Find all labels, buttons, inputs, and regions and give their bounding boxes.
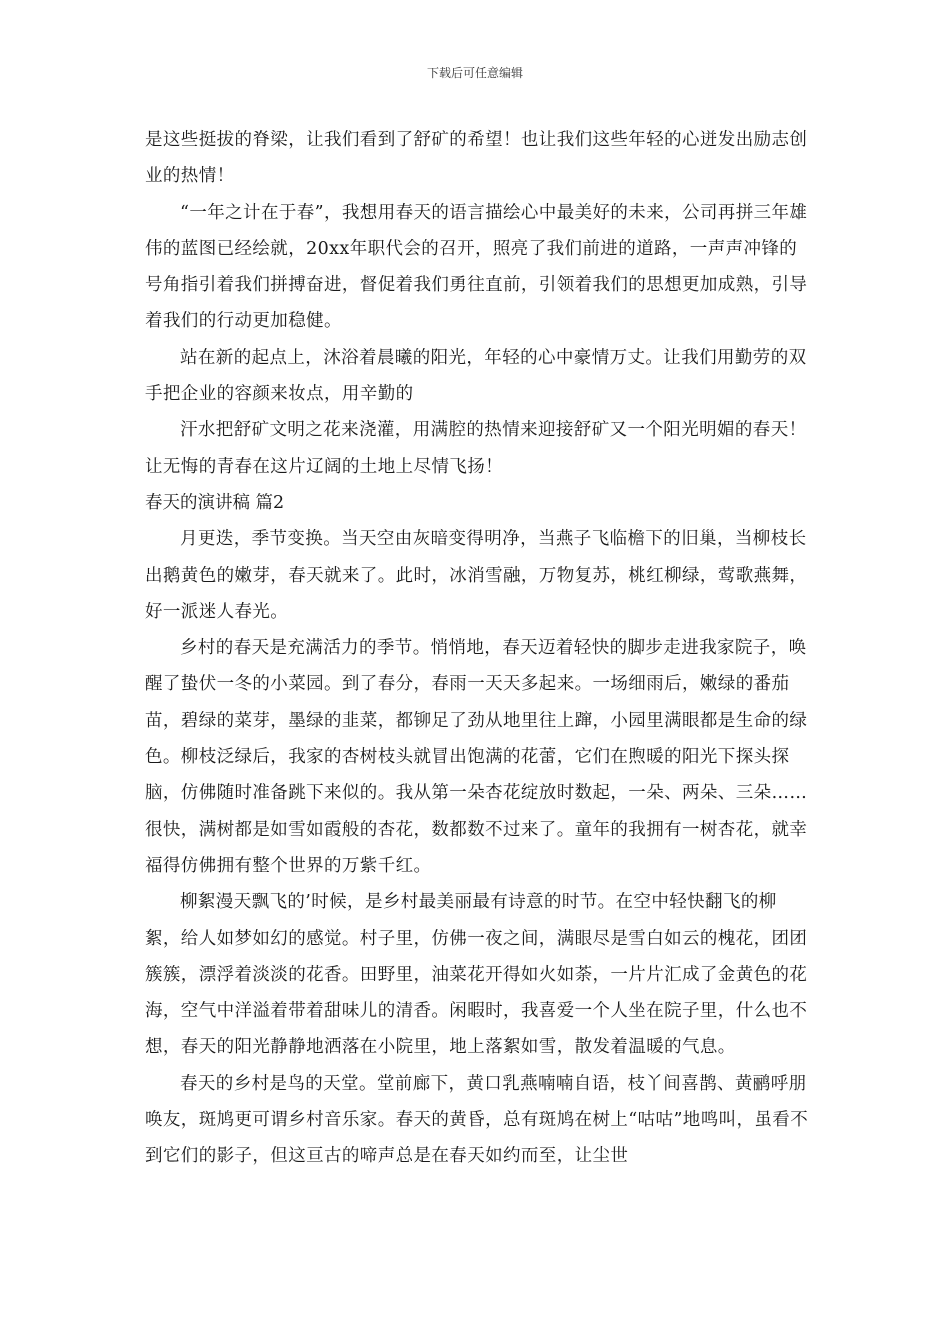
paragraph: 站在新的起点上，沐浴着晨曦的阳光，年轻的心中豪情万丈。让我们用勤劳的双手把企业的容颜来妆点，用辛勤的 [145, 347, 807, 405]
paragraph: 月更迭，季节变换。当天空由灰暗变得明净，当燕子飞临檐下的旧巢，当柳枝长出鹅黄色的嫩芽，春天就来了。此时，冰消雪融，万物复苏，桃红柳绿，莺歌燕舞，好一派迷人春光。 [145, 529, 808, 622]
paragraph: 柳絮漫天飘飞的’时候，是乡村最美丽最有诗意的时节。在空中轻快翻飞的柳絮，给人如梦如幻的感觉。村子里，仿佛一夜之间，满眼尽是雪白如云的槐花，团团簇簇，漂浮着淡淡的花香。田野里，油菜花开得如火如荼，一片片汇成了金黄色的花海，空气中洋溢着带着甜味儿的清香。闲暇时，我喜爱一个人坐在院子里，什么也不想，春天的阳光静静地洒落在小院里，地上落絮如雪，散发着温暖的气息。 [145, 892, 808, 1058]
section-title: 春天的演讲稿 篇2 [145, 492, 285, 513]
paragraph: 汗水把舒矿文明之花来浇灌，用满腔的热情来迎接舒矿又一个阳光明媚的春天！让无悔的青春在这片辽阔的土地上尽情飞扬！ [145, 420, 807, 477]
document-body [145, 122, 810, 1175]
paragraph: “一年之计在于春”，我想用春天的语言描绘心中最美好的未来，公司再拼三年雄伟的蓝图已经绘就，20xx年职代会的召开，照亮了我们前进的道路，一声声冲锋的号角指引着我们拼搏奋进，督促着我们勇往直前，引领着我们的思想更加成熟，引导着我们的行动更加稳健。 [145, 202, 808, 332]
page-header: 下载后可任意编辑 [426, 66, 523, 80]
paragraph: 春天的乡村是鸟的天堂。堂前廊下，黄口乳燕喃喃自语，枝丫间喜鹊、黄鹂呼朋唤友，斑鸠更可谓乡村音乐家。春天的黄昏，总有斑鸠在树上“咕咕”地鸣叫，虽看不到它们的影子，但这亘古的啼声总是在春天如约而至，让尘世 [145, 1073, 809, 1167]
paragraph: 是这些挺拔的脊梁，让我们看到了舒矿的希望！也让我们这些年轻的心迸发出励志创业的热情！ [145, 130, 808, 187]
paragraph: 乡村的春天是充满活力的季节。悄悄地，春天迈着轻快的脚步走进我家院子，唤醒了蛰伏一冬的小菜园。到了春分，春雨一天天多起来。一场细雨后，嫩绿的番茄苗，碧绿的菜芽，墨绿的韭菜，都铆足了劲从地里往上蹿，小园里满眼都是生命的绿色。柳枝泛绿后，我家的杏树枝头就冒出饱满的花蕾，它们在煦暖的阳光下探头探脑，仿佛随时准备跳下来似的。我从第一朵杏花绽放时数起，一朵、两朵、三朵……很快，满树都是如雪如霞般的杏花，数都数不过来了。童年的我拥有一树杏花，就幸福得仿佛拥有整个世界的万紫千红。 [145, 638, 808, 876]
